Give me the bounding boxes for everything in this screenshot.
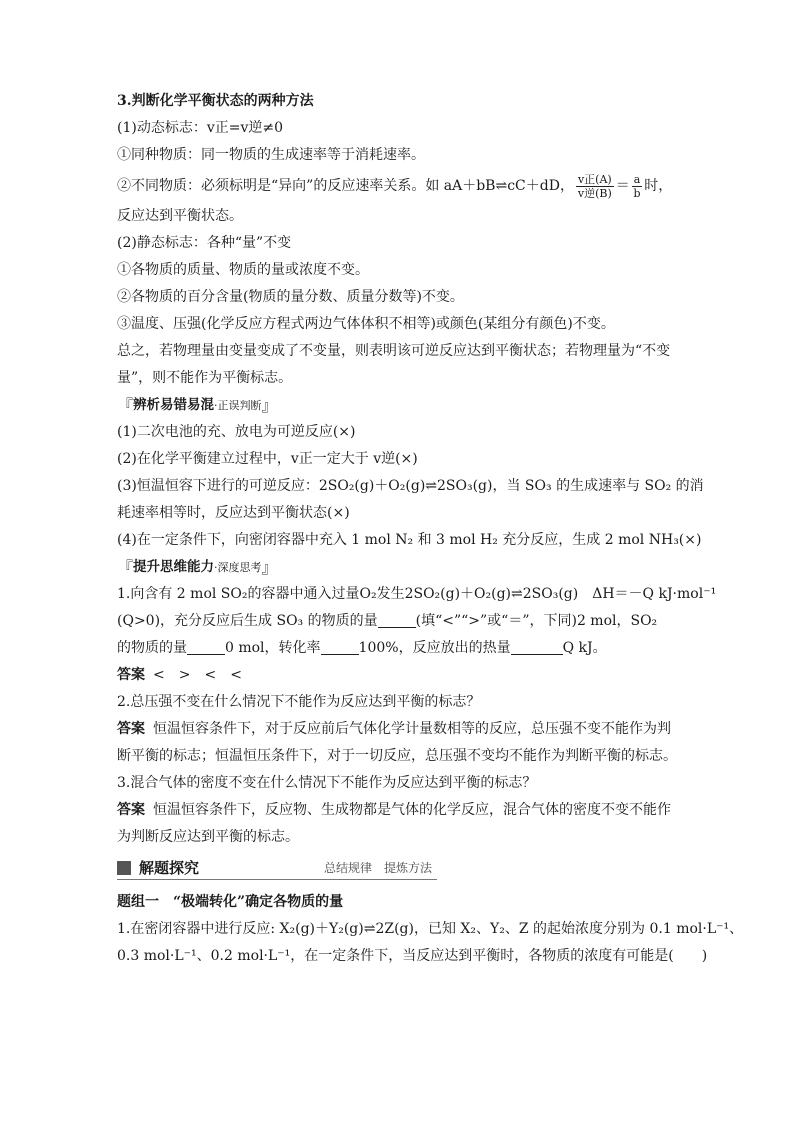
q3-answer-text-1: 恒温恒容条件下，反应物、生成物都是气体的化学反应，混合气体的密度不变不能作 [153, 802, 671, 818]
answer-label: 答案 [117, 721, 145, 737]
q2-answer-line2: 断平衡的标志；恒温恒压条件下，对于一切反应，总压强不变均不能作为判断平衡的标志。 [117, 748, 677, 764]
answer-blank [321, 639, 359, 655]
judge-marker-title: 辨析易错易混 [133, 397, 215, 413]
rate-fraction [576, 173, 614, 200]
group-title: 题组一 “极端转化”确定各物质的量 [117, 894, 344, 910]
document-page [117, 88, 744, 970]
equals-sign: ＝ [615, 178, 630, 194]
q1-line2-b: (填“<”“>”或“＝”，下同)2 mol，SO₂ [415, 613, 658, 629]
diff-substance-text [117, 169, 687, 203]
section-divider [117, 879, 437, 880]
summary-line-2: 量”，则不能作为平衡标志。 [117, 370, 293, 386]
static-item-1: ①各物质的质量、物质的量或浓度不变。 [117, 262, 369, 278]
diff-substance-post: 时， [644, 178, 673, 194]
judge-item: (2)在化学平衡建立过程中，v正一定大于 v逆(×) [117, 451, 418, 467]
coef-fraction [632, 173, 643, 200]
q3-answer-line2: 为判断反应达到平衡的标志。 [117, 829, 299, 845]
right-bracket-icon: 』 [261, 396, 278, 415]
p1-line2: 0.3 mol·L⁻¹、0.2 mol·L⁻¹，在一定条件下，当反应达到平衡时，各物质的浓度有可能是( ) [117, 948, 708, 964]
explore-section-header [117, 855, 687, 881]
diff-substance-line2: 反应达到平衡状态。 [117, 208, 243, 224]
q1-line2 [117, 608, 687, 635]
judge-marker-sub: ·正误判断 [214, 399, 262, 412]
static-item-3: ③温度、压强(化学反应方程式两边气体体积不相等)或颜色(某组分有颜色)不变。 [117, 316, 615, 332]
judge-marker [117, 392, 278, 419]
static-item-2: ②各物质的百分含量(物质的量分数、质量分数等)不变。 [117, 289, 464, 305]
q1-line3-b: 0 mol，转化率 [225, 640, 321, 656]
q1-line3 [117, 635, 687, 662]
q2-answer-text-1: 恒温恒容条件下，对于反应前后气体化学计量数相等的反应，总压强不变不能作为判 [153, 721, 671, 737]
q1-line3-d: Q kJ。 [562, 640, 607, 656]
dynamic-heading: (1)动态标志：v正=v逆≠0 [117, 120, 284, 136]
explore-section-title: 解题探究 [139, 859, 200, 877]
answer-label: 答案 [117, 802, 145, 818]
q1-line2-a: (Q>0)，充分反应后生成 SO₃ 的物质的量 [117, 613, 378, 629]
left-bracket-icon: 『 [117, 396, 134, 415]
diff-substance-pre: ②不同物质：必须标明是“异向”的反应速率关系。如 aA＋bB⇌cC＋dD， [117, 178, 574, 194]
think-marker-sub: ·深度思考 [214, 561, 262, 574]
q2-answer-line1 [117, 716, 687, 743]
judge-item: (1)二次电池的充、放电为可逆反应(×) [117, 424, 356, 440]
answer-blank [378, 612, 416, 628]
q2-text: 2.总压强不变在什么情况下不能作为反应达到平衡的标志？ [117, 694, 481, 710]
judge-item: (4)在一定条件下，向密闭容器中充入 1 mol N₂ 和 3 mol H₂ 充分反应，生成 2 mol NH₃(×) [117, 532, 702, 548]
answer-blank [187, 639, 225, 655]
judge-item: 耗速率相等时，反应达到平衡状态(×) [117, 505, 350, 521]
judge-item: (3)恒温恒容下进行的可逆反应：2SO₂(g)＋O₂(g)⇌2SO₃(g)，当 SO₃ 的生成速率与 SO₂ 的消 [117, 478, 704, 494]
q1-answer [117, 662, 687, 689]
q3-answer-line1 [117, 797, 687, 824]
coef-fraction-numerator: a [633, 172, 641, 186]
right-bracket-icon: 』 [261, 558, 278, 577]
coef-fraction-denominator: b [633, 186, 641, 200]
left-bracket-icon: 『 [117, 558, 134, 577]
rate-fraction-denominator: v逆(B) [577, 186, 612, 200]
q1-line3-c: 100%，反应放出的热量 [358, 640, 511, 656]
rate-fraction-numerator: v正(A) [577, 172, 612, 186]
same-substance-text: ①同种物质：同一物质的生成速率等于消耗速率。 [117, 147, 425, 163]
section-title: 3.判断化学平衡状态的两种方法 [117, 93, 314, 109]
answer-label: 答案 [117, 667, 145, 683]
summary-line-1: 总之，若物理量由变量变成了不变量，则表明该可逆反应达到平衡状态；若物理量为“不变 [117, 343, 671, 359]
q1-answer-text: < > < < [153, 667, 242, 683]
q1-line3-a: 的物质的量 [117, 640, 187, 656]
explore-section-tag: 总结规律 提炼方法 [324, 861, 433, 875]
static-heading: (2)静态标志：各种“量”不变 [117, 235, 292, 251]
think-marker-title: 提升思维能力 [133, 559, 215, 575]
think-marker [117, 554, 278, 581]
q1-line1: 1.向含有 2 mol SO₂的容器中通入过量O₂发生2SO₂(g)＋O₂(g)⇌2SO₃(g) ΔH＝－Q kJ·mol⁻¹ [117, 586, 717, 602]
section-square-icon [117, 861, 131, 875]
q3-text: 3.混合气体的密度不变在什么情况下不能作为反应达到平衡的标志？ [117, 775, 537, 791]
answer-blank [511, 639, 563, 655]
p1-line1: 1.在密闭容器中进行反应: X₂(g)＋Y₂(g)⇌2Z(g)，已知 X₂、Y₂、Z 的起始浓度分别为 0.1 mol·L⁻¹、 [117, 921, 744, 937]
